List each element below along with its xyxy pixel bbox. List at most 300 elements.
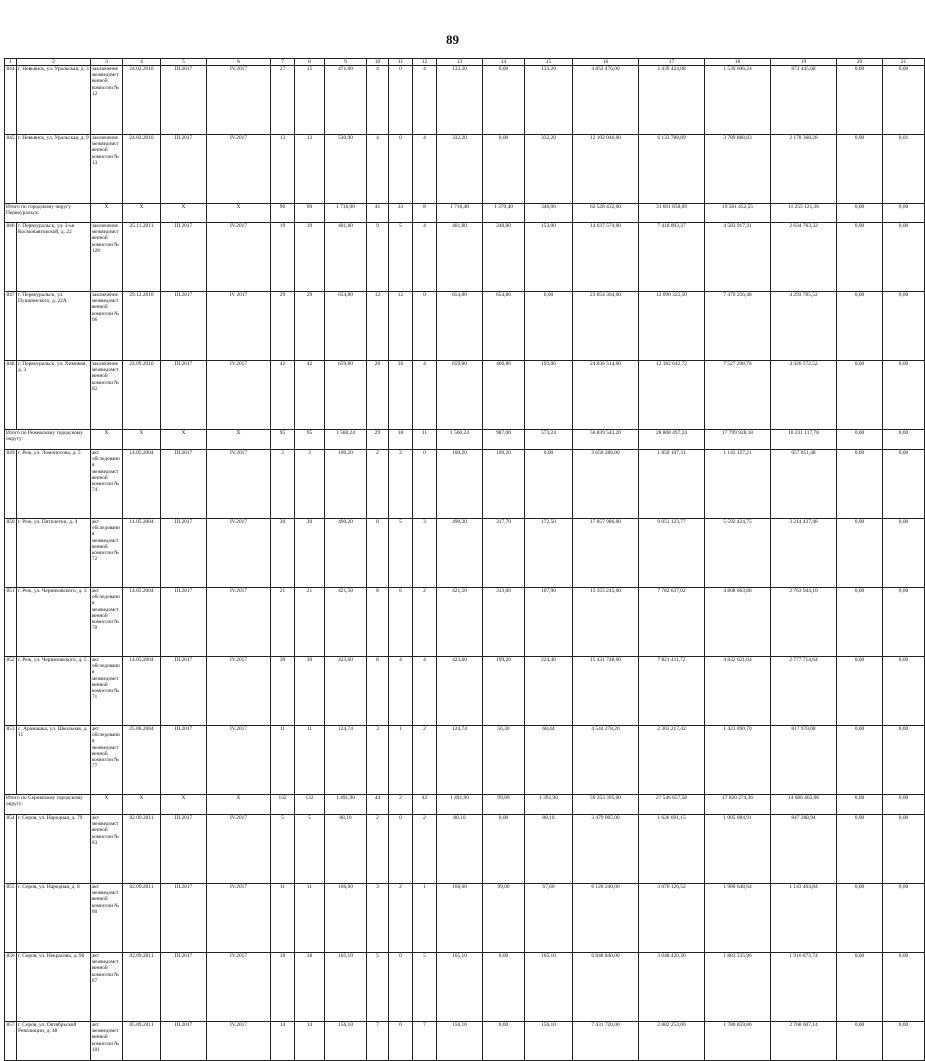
- start-quarter-cell: III.2017: [161, 588, 207, 657]
- value-cell-c18: 19 581 452,55: [705, 204, 771, 223]
- value-cell-c18: 1 883 535,96: [705, 953, 771, 1022]
- value-cell-c7: 11: [271, 726, 295, 795]
- document-cell: акт обследования межведомственной комиссии № 71: [91, 657, 123, 726]
- value-cell-c8: 11: [295, 726, 325, 795]
- document-cell: заключение межведомственной комиссии № 128: [91, 223, 123, 292]
- value-cell-c21: 0,00: [883, 450, 925, 519]
- address-cell: г. Реж, ул. Пятилетки, д. 4: [17, 519, 91, 588]
- value-cell-c9: 423,60: [325, 657, 367, 726]
- column-number-cell: 8: [295, 59, 325, 66]
- value-cell-c15: 573,24: [525, 430, 573, 450]
- value-cell-c13: 165,10: [437, 953, 483, 1022]
- value-cell-c12: 0: [413, 292, 437, 361]
- value-cell-c9: 166,60: [325, 884, 367, 953]
- value-cell-c19: 2 178 368,28: [771, 135, 837, 204]
- value-cell-c17: 3 048 420,30: [639, 953, 705, 1022]
- value-cell-c11: 0: [389, 66, 413, 135]
- value-cell-c21: 0,00: [883, 884, 925, 953]
- value-cell-c9: 530,90: [325, 135, 367, 204]
- value-cell-c10: 7: [367, 1022, 389, 1061]
- end-quarter-cell: IV 2017: [207, 292, 271, 361]
- end-quarter-cell: IV.2017: [207, 657, 271, 726]
- value-cell-c17: 28 808 497,24: [639, 430, 705, 450]
- column-number-cell: 3: [91, 59, 123, 66]
- value-cell-c17: 3 076 126,52: [639, 884, 705, 953]
- value-cell-c19: 3 214 437,48: [771, 519, 837, 588]
- subtotal-label: Итого по Режевскому городскому округу:: [5, 430, 91, 450]
- address-cell: с. Арамашка, ул. Школьная, д. 11: [17, 726, 91, 795]
- start-quarter-cell: III.2017: [161, 657, 207, 726]
- value-cell-c21: 0,00: [883, 657, 925, 726]
- value-cell-c18: 4 583 917,31: [705, 223, 771, 292]
- document-cell: заключение межведомственной комиссии № 12: [91, 66, 123, 135]
- value-cell-c16: 7 431 720,00: [573, 1022, 639, 1061]
- value-cell-c15: 346,00: [525, 204, 573, 223]
- value-cell-c12: 0: [413, 450, 437, 519]
- value-cell-c14: 466,80: [483, 361, 525, 430]
- date-cell: 14.05.2004: [123, 588, 161, 657]
- value-cell-c14: 654,80: [483, 292, 525, 361]
- value-cell-c10: 3: [367, 726, 389, 795]
- address-cell: г. Невьянск, ул. Уральская, д. 9: [17, 135, 91, 204]
- value-cell-c18: 17 799 928,18: [705, 430, 771, 450]
- value-cell-c14: 199,20: [483, 657, 525, 726]
- value-cell-c13: 659,80: [437, 361, 483, 430]
- value-cell-c20: 0,00: [837, 726, 883, 795]
- table-row: [5, 519, 925, 588]
- value-cell-c8: 3: [295, 450, 325, 519]
- value-cell-c15: 67,60: [525, 884, 573, 953]
- document-cell: акт межведомственной комиссии № 87: [91, 953, 123, 1022]
- start-quarter-cell: III.2017: [161, 135, 207, 204]
- end-quarter-cell: IV.2017: [207, 450, 271, 519]
- row-number-cell: 854: [5, 815, 17, 884]
- row-number-cell: 846: [5, 223, 17, 292]
- value-cell-c16: 4 852 476,00: [573, 66, 639, 135]
- value-cell-c16: 15 431 748,00: [573, 657, 639, 726]
- value-cell-c7: 14: [271, 1022, 295, 1061]
- value-cell-c16: 15 355 245,00: [573, 588, 639, 657]
- column-number-cell: 14: [483, 59, 525, 66]
- value-cell-c21: 0,01: [883, 135, 925, 204]
- date-cell: 25.06.2004: [123, 726, 161, 795]
- start-quarter-cell: III.2017: [161, 1022, 207, 1061]
- date-cell: X: [123, 795, 161, 815]
- value-cell-c11: 0: [389, 135, 413, 204]
- value-cell-c12: 4: [413, 657, 437, 726]
- document-cell: заключение межведомственной комиссии № 82: [91, 361, 123, 430]
- document-cell: X: [91, 795, 123, 815]
- value-cell-c15: 224,40: [525, 657, 573, 726]
- value-cell-c20: 0,00: [837, 1022, 883, 1061]
- row-number-cell: 857: [5, 1022, 17, 1061]
- value-cell-c20: 0,00: [837, 815, 883, 884]
- value-cell-c10: 12: [367, 292, 389, 361]
- value-cell-c18: 1 900 648,64: [705, 884, 771, 953]
- value-cell-c19: 4 326 572,52: [771, 361, 837, 430]
- value-cell-c12: 5: [413, 953, 437, 1022]
- date-cell: X: [123, 430, 161, 450]
- value-cell-c9: 490,20: [325, 519, 367, 588]
- value-cell-c10: 3: [367, 884, 389, 953]
- value-cell-c13: 654,80: [437, 292, 483, 361]
- address-cell: г. Первоуральск, ул. Пушкинского, д. 22А: [17, 292, 91, 361]
- value-cell-c20: 0,00: [837, 953, 883, 1022]
- value-cell-c12: 2: [413, 726, 437, 795]
- value-cell-c19: 11 255 121,36: [771, 204, 837, 223]
- value-cell-c20: 0,00: [837, 135, 883, 204]
- value-cell-c17: 27 546 657,58: [639, 795, 705, 815]
- end-quarter-cell: IV.2017: [207, 361, 271, 430]
- value-cell-c13: 421,50: [437, 588, 483, 657]
- value-cell-c7: 30: [271, 519, 295, 588]
- date-cell: 02.09.2011: [123, 815, 161, 884]
- value-cell-c9: 165,10: [325, 953, 367, 1022]
- value-cell-c17: 2 303 217,42: [639, 726, 705, 795]
- value-cell-c10: 29: [367, 430, 389, 450]
- value-cell-c15: 88,10: [525, 815, 573, 884]
- value-cell-c10: 44: [367, 795, 389, 815]
- value-cell-c18: 3 789 888,83: [705, 135, 771, 204]
- value-cell-c21: 0,00: [883, 223, 925, 292]
- value-cell-c7: 11: [271, 884, 295, 953]
- start-quarter-cell: X: [161, 430, 207, 450]
- value-cell-c20: 0,00: [837, 430, 883, 450]
- row-number-cell: 851: [5, 588, 17, 657]
- value-cell-c20: 0,00: [837, 204, 883, 223]
- value-cell-c14: 99,00: [483, 884, 525, 953]
- value-cell-c11: 12: [389, 292, 413, 361]
- value-cell-c19: 1 916 873,74: [771, 953, 837, 1022]
- address-cell: г. Первоуральск, ул. Химиков, д. 3: [17, 361, 91, 430]
- value-cell-c11: 2: [389, 450, 413, 519]
- value-cell-c20: 0,00: [837, 795, 883, 815]
- value-cell-c20: 0,00: [837, 519, 883, 588]
- value-cell-c10: 2: [367, 815, 389, 884]
- value-cell-c16: 6 120 240,00: [573, 884, 639, 953]
- value-cell-c12: 4: [413, 66, 437, 135]
- address-cell: г. Серов, ул. Народная, д. 79: [17, 815, 91, 884]
- page-number: 89: [446, 32, 459, 47]
- start-quarter-cell: III.2017: [161, 726, 207, 795]
- value-cell-c14: 1 370,40: [483, 204, 525, 223]
- document-cell: акт межведомственной комиссии № 80: [91, 884, 123, 953]
- value-cell-c8: 18: [295, 953, 325, 1022]
- start-quarter-cell: III.2017: [161, 519, 207, 588]
- value-cell-c17: 6 133 788,89: [639, 135, 705, 204]
- value-cell-c16: 3 650 286,00: [573, 450, 639, 519]
- start-quarter-cell: III.2017: [161, 450, 207, 519]
- column-number-cell: 19: [771, 59, 837, 66]
- value-cell-c13: 156,10: [437, 1022, 483, 1061]
- value-cell-c18: 1 539 606,24: [705, 66, 771, 135]
- value-cell-c11: 4: [389, 657, 413, 726]
- start-quarter-cell: III.2017: [161, 884, 207, 953]
- date-cell: 02.09.2011: [123, 953, 161, 1022]
- value-cell-c16: 4 544 278,20: [573, 726, 639, 795]
- value-cell-c21: 0,00: [883, 1022, 925, 1061]
- start-quarter-cell: X: [161, 795, 207, 815]
- column-number-cell: 11: [389, 59, 413, 66]
- value-cell-c17: 2 439 424,08: [639, 66, 705, 135]
- value-cell-c11: 18: [389, 430, 413, 450]
- value-cell-c11: 16: [389, 361, 413, 430]
- value-cell-c16: 24 036 514,00: [573, 361, 639, 430]
- subtotal-label: Итого по Серовскому городскому округу:: [5, 795, 91, 815]
- subtotal-row: [5, 204, 925, 223]
- value-cell-c20: 0,00: [837, 657, 883, 726]
- value-cell-c14: 100,20: [483, 450, 525, 519]
- address-cell: г. Серов, ул. Октябрьской Революции, д. 48: [17, 1022, 91, 1061]
- column-number-cell: 18: [705, 59, 771, 66]
- value-cell-c8: 132: [295, 795, 325, 815]
- value-cell-c12: 3: [413, 519, 437, 588]
- value-cell-c12: 2: [413, 815, 437, 884]
- value-cell-c14: 317,70: [483, 519, 525, 588]
- start-quarter-cell: III 2017: [161, 223, 207, 292]
- document-cell: акт обследования межведомственной комиссии № 72: [91, 519, 123, 588]
- document-cell: акт обследования межведомственной комиссии № 77: [91, 726, 123, 795]
- value-cell-c8: 21: [295, 588, 325, 657]
- column-number-cell: 9: [325, 59, 367, 66]
- value-cell-c14: 99,00: [483, 795, 525, 815]
- value-cell-c7: 95: [271, 430, 295, 450]
- value-cell-c7: 18: [271, 953, 295, 1022]
- table-row: [5, 361, 925, 430]
- date-cell: 25.11.2011: [123, 223, 161, 292]
- address-cell: г. Первоуральск, ул. 3-ья Космонавтовской, д. 22: [17, 223, 91, 292]
- date-cell: 14.05.2004: [123, 519, 161, 588]
- table-row: [5, 588, 925, 657]
- table-row: [5, 815, 925, 884]
- value-cell-c10: 41: [367, 204, 389, 223]
- value-cell-c12: 4: [413, 223, 437, 292]
- value-cell-c13: 133,20: [437, 66, 483, 135]
- table-row: [5, 135, 925, 204]
- value-cell-c15: 68,44: [525, 726, 573, 795]
- start-quarter-cell: III.2017: [161, 292, 207, 361]
- document-cell: акт обследования межведомственной комиссии № 70: [91, 588, 123, 657]
- value-cell-c12: 11: [413, 430, 437, 450]
- value-cell-c20: 0,00: [837, 361, 883, 430]
- value-cell-c7: 29: [271, 292, 295, 361]
- value-cell-c16: 23 854 364,00: [573, 292, 639, 361]
- document-cell: заключение межведомственной комиссии № 96: [91, 292, 123, 361]
- value-cell-c18: 7 470 256,48: [705, 292, 771, 361]
- value-cell-c14: 248,80: [483, 223, 525, 292]
- value-cell-c10: 8: [367, 588, 389, 657]
- value-cell-c19: 817 970,08: [771, 726, 837, 795]
- value-cell-c11: 0: [389, 815, 413, 884]
- end-quarter-cell: IV.2017: [207, 953, 271, 1022]
- value-cell-c12: 4: [413, 361, 437, 430]
- value-cell-c15: 332,20: [525, 135, 573, 204]
- column-number-cell: 4: [123, 59, 161, 66]
- value-cell-c20: 0,00: [837, 450, 883, 519]
- value-cell-c21: 0,00: [883, 795, 925, 815]
- value-cell-c15: 153,00: [525, 223, 573, 292]
- row-number-cell: 855: [5, 884, 17, 953]
- value-cell-c9: 88,10: [325, 815, 367, 884]
- value-cell-c14: 0,00: [483, 135, 525, 204]
- value-cell-c9: 100,20: [325, 450, 367, 519]
- value-cell-c9: 156,10: [325, 1022, 367, 1061]
- value-cell-c19: 1 143 464,84: [771, 884, 837, 953]
- value-cell-c8: 14: [295, 1022, 325, 1061]
- value-cell-c13: 1 716,40: [437, 204, 483, 223]
- value-cell-c14: 0,00: [483, 953, 525, 1022]
- document-cell: акт межведомственной комиссии № 83: [91, 815, 123, 884]
- value-cell-c9: 124,74: [325, 726, 367, 795]
- end-quarter-cell: IV.2017: [207, 223, 271, 292]
- value-cell-c11: 5: [389, 223, 413, 292]
- table-row: [5, 657, 925, 726]
- column-number-cell: 1: [5, 59, 17, 66]
- value-cell-c10: 4: [367, 66, 389, 135]
- value-cell-c12: 4: [413, 135, 437, 204]
- start-quarter-cell: X: [161, 204, 207, 223]
- value-cell-c15: 193,00: [525, 361, 573, 430]
- value-cell-c15: 107,90: [525, 588, 573, 657]
- value-cell-c13: 100,20: [437, 450, 483, 519]
- value-cell-c8: 11: [295, 884, 325, 953]
- value-cell-c12: 42: [413, 795, 437, 815]
- value-cell-c19: 2 634 763,32: [771, 223, 837, 292]
- value-cell-c8: 13: [295, 135, 325, 204]
- value-cell-c15: 0,00: [525, 450, 573, 519]
- value-cell-c17: 12 182 642,72: [639, 361, 705, 430]
- column-number-row: [5, 59, 925, 66]
- address-cell: г. Серов, ул. Народная, д. 8: [17, 884, 91, 953]
- value-cell-c19: 2 768 607,14: [771, 1022, 837, 1061]
- value-cell-c21: 0,00: [883, 292, 925, 361]
- row-number-cell: 844: [5, 66, 17, 135]
- value-cell-c19: 4 293 785,52: [771, 292, 837, 361]
- address-cell: г. Реж, ул. Черняховского, д. 5: [17, 657, 91, 726]
- value-cell-c11: 2: [389, 884, 413, 953]
- column-number-cell: 6: [207, 59, 271, 66]
- value-cell-c9: 401,80: [325, 223, 367, 292]
- column-number-cell: 7: [271, 59, 295, 66]
- end-quarter-cell: IV.2017: [207, 135, 271, 204]
- value-cell-c16: 6 848 840,00: [573, 953, 639, 1022]
- value-cell-c8: 90: [295, 204, 325, 223]
- value-cell-c12: 7: [413, 1022, 437, 1061]
- value-cell-c13: 332,20: [437, 135, 483, 204]
- end-quarter-cell: X: [207, 430, 271, 450]
- end-quarter-cell: IV.2017: [207, 884, 271, 953]
- value-cell-c17: 1 626 691,15: [639, 815, 705, 884]
- value-cell-c16: 3 479 065,00: [573, 815, 639, 884]
- value-cell-c14: 0,00: [483, 66, 525, 135]
- value-cell-c11: 2: [389, 795, 413, 815]
- value-cell-c13: 423,60: [437, 657, 483, 726]
- row-number-cell: 853: [5, 726, 17, 795]
- value-cell-c17: 31 691 858,09: [639, 204, 705, 223]
- row-number-cell: 852: [5, 657, 17, 726]
- row-number-cell: 850: [5, 519, 17, 588]
- document-cell: акт межведомственной комиссии № 101: [91, 1022, 123, 1061]
- value-cell-c9: 654,80: [325, 292, 367, 361]
- table-row: [5, 223, 925, 292]
- value-cell-c20: 0,00: [837, 66, 883, 135]
- value-cell-c21: 0,00: [883, 953, 925, 1022]
- value-cell-c7: 21: [271, 588, 295, 657]
- subtotal-row: [5, 430, 925, 450]
- value-cell-c14: 0,00: [483, 1022, 525, 1061]
- value-cell-c8: 5: [295, 815, 325, 884]
- value-cell-c17: 2 882 253,00: [639, 1022, 705, 1061]
- table-row: [5, 953, 925, 1022]
- column-number-cell: 13: [437, 59, 483, 66]
- value-cell-c14: 987,00: [483, 430, 525, 450]
- value-cell-c14: 56,30: [483, 726, 525, 795]
- value-cell-c15: 156,10: [525, 1022, 573, 1061]
- value-cell-c15: 172,50: [525, 519, 573, 588]
- value-cell-c17: 7 418 893,37: [639, 223, 705, 292]
- address-cell: г. Невьянск, ул. Уральская, д. 3: [17, 66, 91, 135]
- value-cell-c15: 0,00: [525, 292, 573, 361]
- value-cell-c18: 7 527 298,76: [705, 361, 771, 430]
- value-cell-c10: 20: [367, 361, 389, 430]
- table-row: [5, 1022, 925, 1061]
- value-cell-c19: 14 686 463,06: [771, 795, 837, 815]
- row-number-cell: 849: [5, 450, 17, 519]
- start-quarter-cell: III.2017: [161, 815, 207, 884]
- value-cell-c19: 847 288,94: [771, 815, 837, 884]
- value-cell-c19: 657 051,48: [771, 450, 837, 519]
- table-row: [5, 450, 925, 519]
- value-cell-c17: 9 051 123,77: [639, 519, 705, 588]
- value-cell-c10: 5: [367, 953, 389, 1022]
- value-cell-c9: 471,60: [325, 66, 367, 135]
- value-cell-c13: 490,20: [437, 519, 483, 588]
- date-cell: 14.05.2004: [123, 450, 161, 519]
- value-cell-c19: 2 777 714,64: [771, 657, 837, 726]
- value-cell-c9: 1 560,24: [325, 430, 367, 450]
- value-cell-c10: 8: [367, 519, 389, 588]
- value-cell-c11: 0: [389, 1022, 413, 1061]
- value-cell-c18: 1 143 127,21: [705, 450, 771, 519]
- value-cell-c21: 0,00: [883, 588, 925, 657]
- date-cell: 24.02.2010: [123, 135, 161, 204]
- value-cell-c8: 42: [295, 361, 325, 430]
- value-cell-c11: 5: [389, 519, 413, 588]
- value-cell-c13: 124,74: [437, 726, 483, 795]
- value-cell-c21: 0,00: [883, 519, 925, 588]
- row-number-cell: 856: [5, 953, 17, 1022]
- value-cell-c20: 0,00: [837, 292, 883, 361]
- end-quarter-cell: X: [207, 204, 271, 223]
- value-cell-c16: 56 839 543,20: [573, 430, 639, 450]
- document-cell: заключение межведомственной комиссии № 13: [91, 135, 123, 204]
- value-cell-c18: 17 020 274,36: [705, 795, 771, 815]
- value-cell-c17: 7 782 637,02: [639, 588, 705, 657]
- housing-program-table: [4, 58, 925, 1061]
- value-cell-c15: 165,10: [525, 953, 573, 1022]
- value-cell-c8: 19: [295, 223, 325, 292]
- value-cell-c11: 33: [389, 204, 413, 223]
- value-cell-c11: 1: [389, 726, 413, 795]
- value-cell-c9: 1 491,90: [325, 795, 367, 815]
- column-number-cell: 20: [837, 59, 883, 66]
- value-cell-c21: 0,00: [883, 815, 925, 884]
- value-cell-c16: 59 253 395,00: [573, 795, 639, 815]
- column-number-cell: 15: [525, 59, 573, 66]
- column-number-cell: 5: [161, 59, 207, 66]
- value-cell-c8: 30: [295, 519, 325, 588]
- value-cell-c7: 132: [271, 795, 295, 815]
